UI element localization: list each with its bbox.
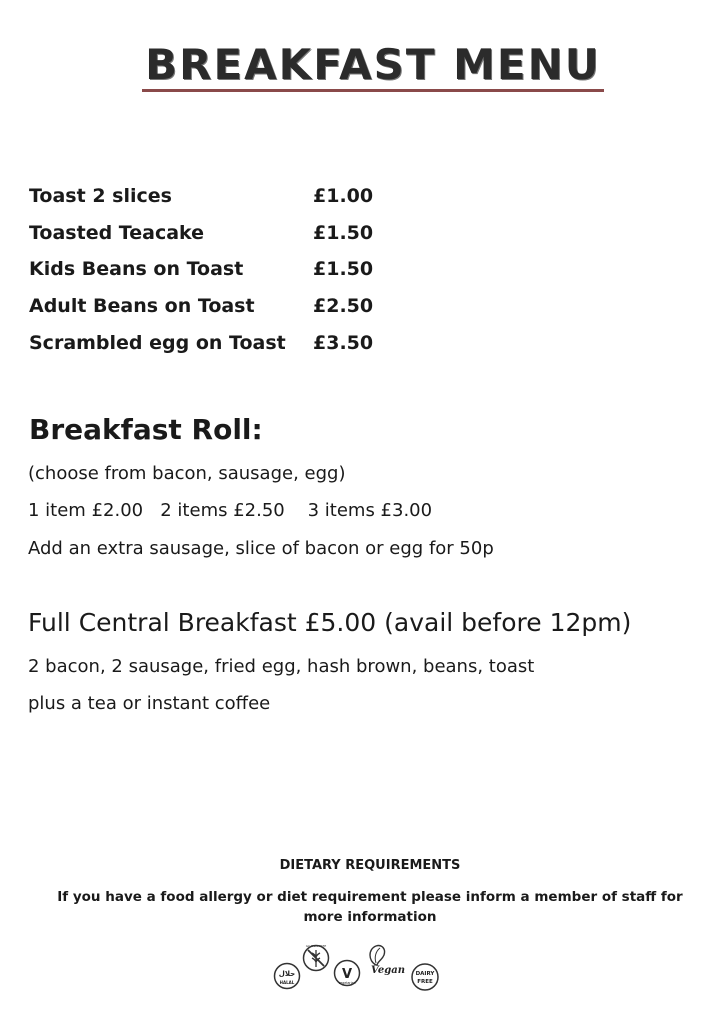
menu-item-price: £1.50 [313,258,374,281]
menu-item-name: Kids Beans on Toast [29,258,244,281]
menu-item-price: £1.00 [313,185,374,208]
gluten-free-icon [302,942,330,972]
page-title: BREAKFAST MENU [145,40,601,89]
svg-text:HALAL: HALAL [279,980,295,985]
menu-item-price: £2.50 [313,295,374,318]
halal-icon [273,962,301,990]
svg-text:vegetarian: vegetarian [338,981,356,985]
menu-item [29,215,429,252]
breakfast-roll-heading: Breakfast Roll: [29,413,263,446]
menu-item-price: £3.50 [313,331,374,354]
menu-item-name: Scrambled egg on Toast [29,331,286,354]
breakfast-roll-prices: 1 item £2.00 2 items £2.50 3 items £3.00 [28,500,433,521]
menu-item [29,288,429,325]
svg-text:حلال: حلال [278,970,296,978]
menu-item [29,251,429,288]
svg-text:V: V [341,967,353,982]
full-breakfast-drink: plus a tea or instant coffee [28,693,271,714]
dietary-icons [270,942,450,1002]
vegetarian-icon [333,959,361,989]
breakfast-roll-choices: (choose from bacon, sausage, egg) [28,463,346,484]
full-breakfast-contents: 2 bacon, 2 sausage, fried egg, hash brown, beans, toast [28,656,535,677]
menu-item-name: Adult Beans on Toast [29,295,255,318]
dairy-free-icon [410,962,440,992]
svg-text:GLUTEN FREE: GLUTEN FREE [305,944,327,948]
menu-item-price: £1.50 [313,221,374,244]
menu-item [29,324,429,361]
breakfast-roll-extra: Add an extra sausage, slice of bacon or egg for 50p [28,538,494,559]
full-breakfast-heading: Full Central Breakfast £5.00 (avail before 12pm) [28,608,632,637]
title-underline [142,89,604,92]
price-list [29,178,429,361]
svg-text:Vegan: Vegan [371,965,405,976]
menu-item-name: Toast 2 slices [29,185,172,208]
dietary-heading: DIETARY REQUIREMENTS [279,858,461,873]
dietary-notice: If you have a food allergy or diet requirement please inform a member of staff for more information [57,889,683,925]
vegan-icon [364,943,406,979]
svg-text:FREE: FREE [417,979,433,985]
svg-text:DAIRY: DAIRY [415,971,435,977]
menu-item-name: Toasted Teacake [29,221,205,244]
menu-item [29,178,429,215]
